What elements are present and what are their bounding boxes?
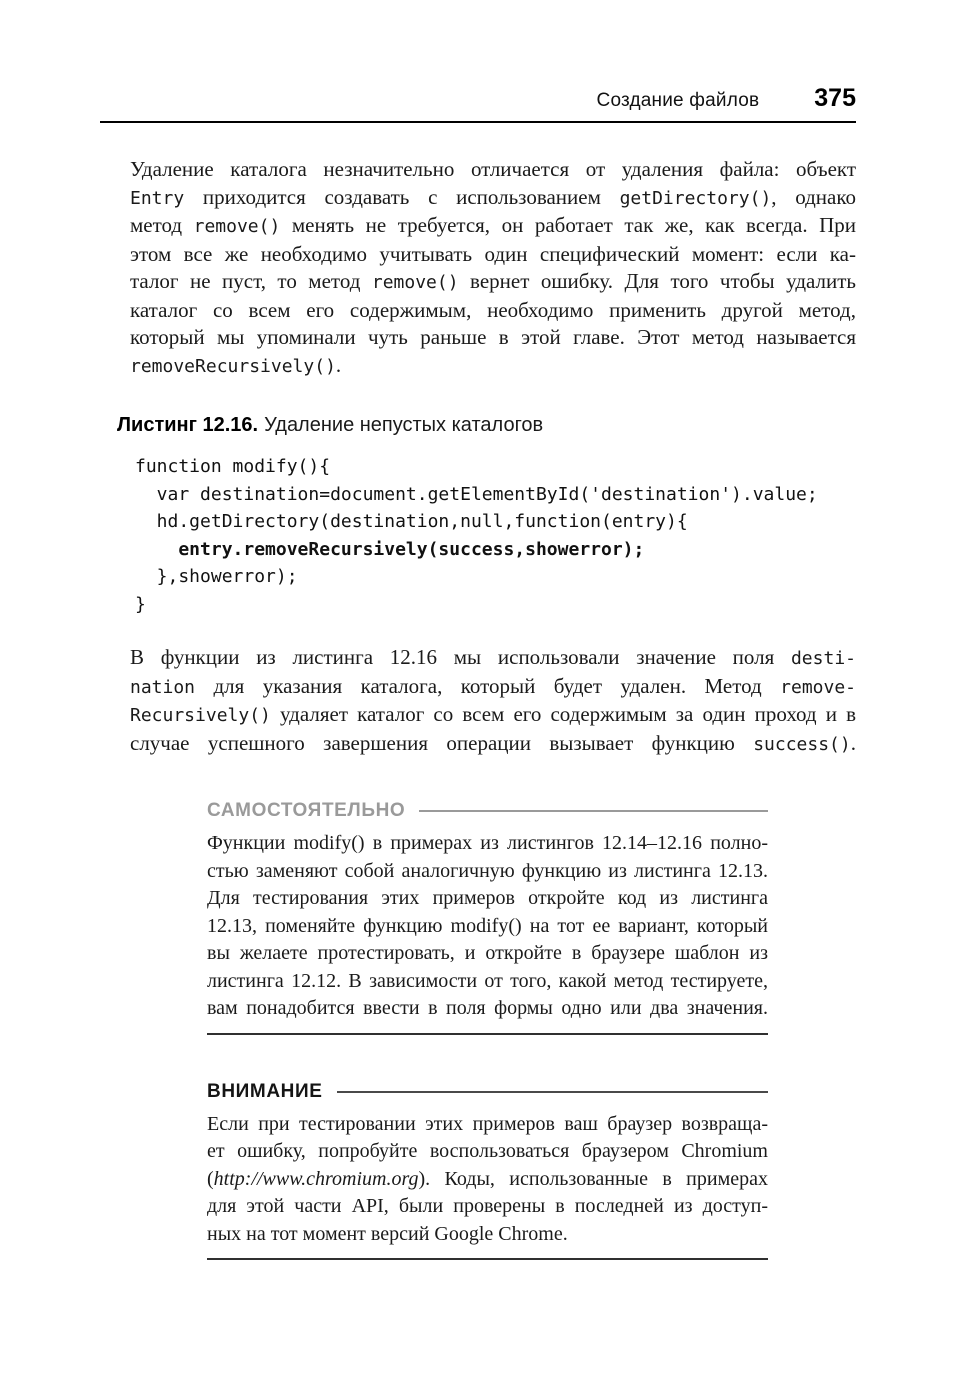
note-attention-rule <box>337 1091 769 1093</box>
note-self-study-header <box>207 800 768 822</box>
note-attention-title: ВНИМАНИЕ <box>207 1080 323 1102</box>
code-listing: function modify(){ var destination=document.getElementById('destination').value; hd.getDirectory(destination,null,function(entry){ entry.removeRecursively(success,showerror); },showerror); } <box>135 456 818 615</box>
note-attention-bottom-rule <box>207 1258 768 1260</box>
page-header <box>100 84 856 123</box>
page-number: 375 <box>814 84 856 112</box>
note-self-study-body: Функции modify() в примерах из листингов 12.14–12.16 полно- стью заменяют собой аналогичную функцию из листинга 12.13. Для тестирования этих примеров откройте код из листинга 12.13, поменяйте функцию modify() на тот ее вариант, который вы желаете протестировать, и откройте в браузере шаблон из листинга 12.12. В зависимости от того, какой метод тестируете, вам понадобится ввести в поля формы одно или два значения. <box>207 832 768 1019</box>
note-attention-header <box>207 1081 768 1103</box>
note-attention <box>207 1081 768 1261</box>
listing-label: Листинг 12.16. <box>117 414 259 436</box>
note-self-study <box>207 800 768 1035</box>
header-rule <box>100 121 856 123</box>
paragraph-explanation: В функции из листинга 12.16 мы использовали значение поля desti- nation для указания каталога, который будет удален. Метод remove- Recursively() удаляет каталог со всем его содержимым за один проход и в случае успешного завершения операции вызывает функцию success(). <box>130 645 856 755</box>
listing-caption-text: Удаление непустых каталогов <box>264 414 544 436</box>
running-head-title: Создание файлов <box>596 90 760 111</box>
note-self-study-title: САМОСТОЯТЕЛЬНО <box>207 800 406 821</box>
note-attention-body: Если при тестировании этих примеров ваш браузер возвраща- ет ошибку, попробуйте воспользоваться браузером Chromium (http://www.chromium.org). Коды, использованные в примерах для этой части API, были проверены в последней из доступ- ных на тот момент версий Google Chrome. <box>207 1112 768 1245</box>
running-head-row <box>100 84 856 113</box>
note-self-study-rule <box>419 810 768 812</box>
note-self-study-bottom-rule <box>207 1033 768 1035</box>
listing-heading <box>117 414 856 437</box>
paragraph-intro: Удаление каталога незначительно отличается от удаления файла: объект Entry приходится создавать с использованием getDirectory(), однако метод remove() менять не требуется, он работает так же, как всегда. При этом все же необходимо учитывать один специфический момент: если ка- талог не пуст, то метод remove() вернет ошибку. Для того чтобы удалить каталог со всем его содержимым, необходимо применить другой метод, который мы упоминали чуть раньше в этой главе. Этот метод называется removeRecursively(). <box>130 157 856 377</box>
